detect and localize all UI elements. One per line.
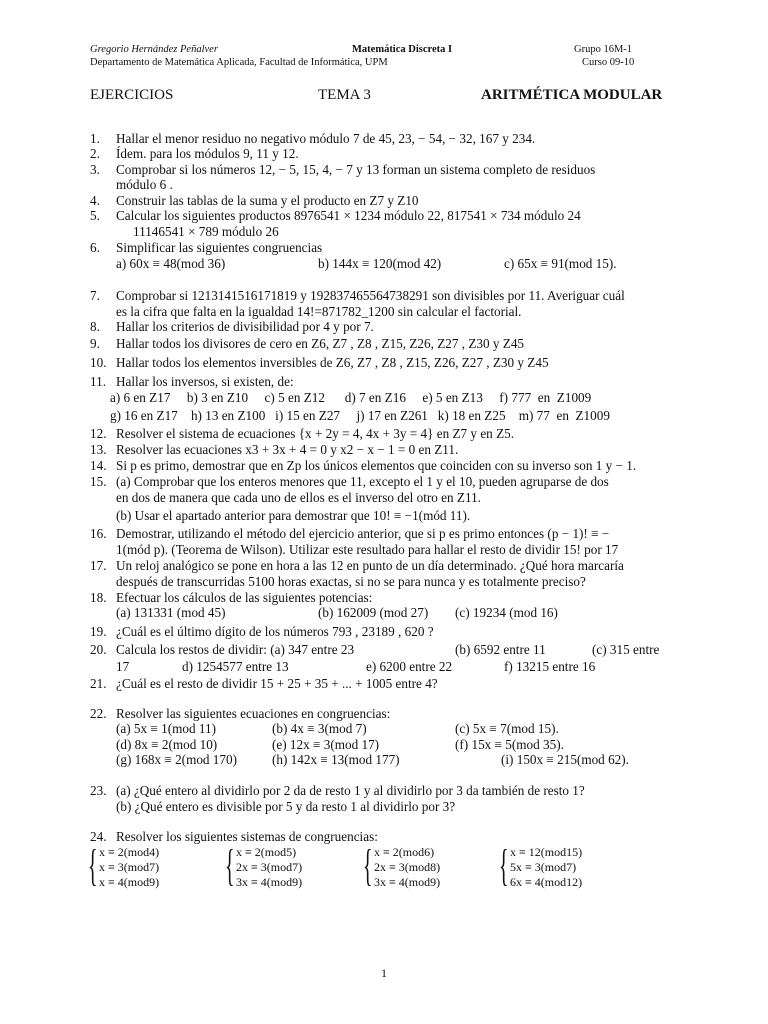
exercise-text: Resolver las ecuaciones x3 + 3x + 4 = 0 y x2 − x − 1 = 0 en Z11. xyxy=(116,442,459,457)
exercise-text: ¿Cuál es el resto de dividir 15 + 25 + 35 + ... + 1005 entre 4? xyxy=(116,676,438,691)
exercise-number: 16. xyxy=(90,526,107,541)
exercise-text: ¿Cuál es el último dígito de los números 793 , 23189 , 620 ? xyxy=(116,624,434,639)
exercise-part: (h) 142x ≡ 13(mod 177) xyxy=(272,752,400,767)
exercise-text: Un reloj analógico se pone en hora a las 12 en punto de un día determinado. ¿Qué hora marcaría xyxy=(116,558,624,573)
exercise-text: Comprobar si los números 12, − 5, 15, 4, − 7 y 13 forman un sistema completo de residuos xyxy=(116,162,596,177)
exercise-text: Resolver los siguientes sistemas de congruencias: xyxy=(116,829,378,844)
exercise-text: Resolver las siguientes ecuaciones en congruencias: xyxy=(116,706,391,721)
group-label: Grupo 16M-1 xyxy=(574,44,633,55)
author-name: Gregorio Hernández Peñalver xyxy=(90,44,218,55)
exercise-number: 13. xyxy=(90,442,107,457)
exercise-part: (b) 4x ≡ 3(mod 7) xyxy=(272,721,367,736)
section-label: EJERCICIOS xyxy=(90,87,174,103)
exercise-text: 1(mód p). (Teorema de Wilson). Utilizar este resultado para hallar el resto de dividir 15! por 17 xyxy=(116,542,619,557)
exercise-text: Demostrar, utilizando el método del ejercicio anterior, que si p es primo entonces (p − 1)! ≡ − xyxy=(116,526,610,541)
exercise-text: Hallar todos los divisores de cero en Z6, Z7 , Z8 , Z15, Z26, Z27 , Z30 y Z45 xyxy=(116,336,525,351)
exercise-text: en dos de manera que cada uno de ellos es el inverso del otro en Z11. xyxy=(116,490,481,505)
exercise-part: (i) 150x ≡ 215(mod 62). xyxy=(501,752,629,767)
exercise-part: 17 xyxy=(116,659,130,674)
exercise-number: 17. xyxy=(90,558,107,573)
exercise-number: 12. xyxy=(90,426,107,441)
exercise-part: f) 13215 entre 16 xyxy=(504,659,596,674)
exercise-text: (b) ¿Qué entero es divisible por 5 y da resto 1 al dividirlo por 3? xyxy=(116,799,456,814)
exercise-number: 3. xyxy=(90,162,100,177)
congruence-equation: x ≡ 2(mod5) xyxy=(236,845,297,859)
exercise-text: Hallar el menor residuo no negativo módulo 7 de 45, 23, − 54, − 32, 167 y 234. xyxy=(116,131,536,146)
exercise-number: 10. xyxy=(90,355,107,370)
congruence-equation: x ≡ 3(mod7) xyxy=(99,860,160,874)
exercise-part: (e) 12x ≡ 3(mod 17) xyxy=(272,737,380,752)
exercise-text: Comprobar si 1213141516171819 y 192837465564738291 son divisibles por 11. Averiguar cuál xyxy=(116,288,625,303)
congruence-equation: 2x ≡ 3(mod8) xyxy=(374,860,441,874)
exercise-part: (b) 6592 entre 11 xyxy=(455,642,546,657)
exercise-number: 9. xyxy=(90,336,100,351)
exercise-part: e) 6200 entre 22 xyxy=(366,659,453,674)
exercise-number: 1. xyxy=(90,131,100,146)
exercise-number: 20. xyxy=(90,642,107,657)
exercise-number: 15. xyxy=(90,474,107,489)
exercise-part: (c) 315 entre xyxy=(592,642,660,657)
congruence-equation: x ≡ 2(mod4) xyxy=(99,845,160,859)
exercise-number: 4. xyxy=(90,193,100,208)
exercise-text: Si p es primo, demostrar que en Zp los únicos elementos que coinciden con su inverso son 1 y − 1. xyxy=(116,458,637,473)
exercise-number: 18. xyxy=(90,590,107,605)
exercise-number: 14. xyxy=(90,458,107,473)
exercise-text: (b) Usar el apartado anterior para demostrar que 10! ≡ −1(mód 11). xyxy=(116,508,471,523)
exercise-text: módulo 6 . xyxy=(116,177,173,192)
congruence-equation: 5x ≡ 3(mod7) xyxy=(510,860,577,874)
exercise-part: g) 16 en Z17 h) 13 en Z100 i) 15 en Z27 j) 17 en Z261 k) 18 en Z25 m) 77 en Z1009 xyxy=(110,408,610,423)
exercise-part: c) 65x ≡ 91(mod 15). xyxy=(504,256,617,271)
exercise-text: Efectuar los cálculos de las siguientes potencias: xyxy=(116,590,373,605)
brace-icon: { xyxy=(225,841,235,890)
exercise-text: Ídem. para los módulos 9, 11 y 12. xyxy=(116,146,299,161)
congruence-system xyxy=(88,841,160,890)
page-number: 1 xyxy=(381,966,387,980)
exercise-number: 5. xyxy=(90,208,100,223)
exercise-part: Calcula los restos de dividir: (a) 347 entre 23 xyxy=(116,642,355,657)
exercise-part: (b) 162009 (mod 27) xyxy=(318,605,429,620)
exercise-number: 23. xyxy=(90,783,107,798)
exercise-text: Simplificar las siguientes congruencias xyxy=(116,240,323,255)
exercise-number: 21. xyxy=(90,676,107,691)
exercise-part: (c) 5x ≡ 7(mod 15). xyxy=(455,721,559,736)
exercise-text: Hallar todos los elementos inversibles de Z6, Z7 , Z8 , Z15, Z26, Z27 , Z30 y Z45 xyxy=(116,355,549,370)
exercise-number: 22. xyxy=(90,706,107,721)
exercise-number: 19. xyxy=(90,624,107,639)
exercise-number: 24. xyxy=(90,829,107,844)
brace-icon: { xyxy=(363,841,373,890)
exercise-part: b) 144x ≡ 120(mod 42) xyxy=(318,256,442,271)
congruence-equation: 2x ≡ 3(mod7) xyxy=(236,860,303,874)
exercise-text: 11146541 × 789 módulo 26 xyxy=(133,224,279,239)
congruence-system xyxy=(225,841,303,890)
congruence-system xyxy=(499,841,583,890)
exercise-number: 2. xyxy=(90,146,100,161)
brace-icon: { xyxy=(88,841,98,890)
exercise-part: a) 6 en Z17 b) 3 en Z10 c) 5 en Z12 d) 7 en Z16 e) 5 en Z13 f) 777 en Z1009 xyxy=(110,390,592,405)
exercise-text: (a) ¿Qué entero al dividirlo por 2 da de resto 1 y al dividirlo por 3 da también de resto 1? xyxy=(116,783,585,798)
topic-label: TEMA 3 xyxy=(318,87,371,103)
congruence-equation: 3x ≡ 4(mod9) xyxy=(374,875,441,889)
congruence-equation: x ≡ 2(mod6) xyxy=(374,845,435,859)
exercise-text: después de transcurridas 5100 horas exactas, si no se para nunca y es totalmente preciso? xyxy=(116,574,586,589)
congruence-equation: x ≡ 4(mod9) xyxy=(99,875,160,889)
exercise-text: Construir las tablas de la suma y el producto en Z7 y Z10 xyxy=(116,193,419,208)
congruence-equation: x ≡ 12(mod15) xyxy=(510,845,583,859)
exercise-text: Resolver el sistema de ecuaciones {x + 2y = 4, 4x + 3y = 4} en Z7 y en Z5. xyxy=(116,426,515,441)
exercise-text: (a) Comprobar que los enteros menores que 11, excepto el 1 y el 10, pueden agruparse de dos xyxy=(116,474,609,489)
exercise-text: es la cifra que falta en la igualdad 14!=871782_1200 sin calcular el factorial. xyxy=(116,304,522,319)
page-title: ARITMÉTICA MODULAR xyxy=(481,87,663,103)
congruence-equation: 6x ≡ 4(mod12) xyxy=(510,875,583,889)
brace-icon: { xyxy=(499,841,509,890)
exercise-part: (c) 19234 (mod 16) xyxy=(455,605,558,620)
exercise-part: (a) 5x ≡ 1(mod 11) xyxy=(116,721,216,736)
congruence-equation: 3x ≡ 4(mod9) xyxy=(236,875,303,889)
academic-year: Curso 09-10 xyxy=(582,57,635,68)
exercise-text: Calcular los siguientes productos 8976541 × 1234 módulo 22, 817541 × 734 módulo 24 xyxy=(116,208,581,223)
exercise-text: Hallar los inversos, si existen, de: xyxy=(116,374,294,389)
exercise-text: Hallar los criterios de divisibilidad por 4 y por 7. xyxy=(116,319,374,334)
exercise-number: 7. xyxy=(90,288,100,303)
department-name: Departamento de Matemática Aplicada, Facultad de Informática, UPM xyxy=(90,57,388,68)
exercise-number: 6. xyxy=(90,240,100,255)
exercise-part: (f) 15x ≡ 5(mod 35). xyxy=(455,737,564,752)
exercise-part: (g) 168x ≡ 2(mod 170) xyxy=(116,752,237,767)
congruence-system xyxy=(363,841,441,890)
exercise-number: 8. xyxy=(90,319,100,334)
exercise-part: (a) 131331 (mod 45) xyxy=(116,605,226,620)
exercise-part: d) 1254577 entre 13 xyxy=(182,659,289,674)
exercise-part: (d) 8x ≡ 2(mod 10) xyxy=(116,737,218,752)
course-name: Matemática Discreta I xyxy=(352,44,453,55)
exercise-part: a) 60x ≡ 48(mod 36) xyxy=(116,256,226,271)
exercise-number: 11. xyxy=(90,374,106,389)
